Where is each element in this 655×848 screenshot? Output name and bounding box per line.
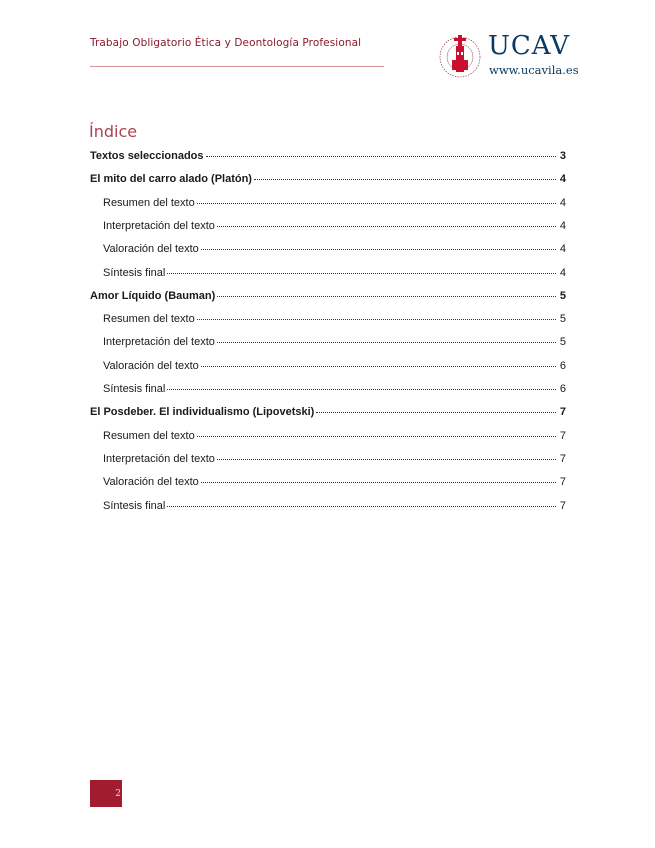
toc-dot-leader (201, 470, 556, 483)
toc-entry-text: Síntesis final (103, 499, 166, 512)
toc-dot-leader (167, 261, 556, 274)
toc-entry-text: Resumen del texto (103, 313, 195, 326)
toc-page-number: 7 (559, 499, 566, 512)
toc-dot-leader (217, 284, 556, 297)
toc-heading-entry[interactable] (90, 146, 566, 160)
toc-entry-text: El Posdeber. El individualismo (Lipovetski) (90, 406, 315, 419)
toc-entry-text: Textos seleccionados (90, 150, 204, 162)
toc-entry-text: Síntesis final (103, 266, 166, 279)
toc-entry-text: Amor Líquido (Bauman) (90, 289, 216, 302)
toc-entry-text: El mito del carro alado (Platón) (90, 173, 252, 186)
logo-name: UCAV (488, 31, 571, 61)
ucav-logo (436, 30, 579, 84)
toc-page-number: 7 (559, 429, 566, 442)
toc-dot-leader (206, 144, 556, 157)
header-divider (90, 66, 384, 67)
toc-page-number: 7 (559, 476, 566, 489)
toc-dot-leader (217, 330, 556, 343)
toc-dot-leader (197, 307, 556, 320)
toc-page-number: 4 (559, 219, 566, 232)
toc-page-number: 7 (559, 406, 566, 419)
toc-heading-entry[interactable] (90, 402, 566, 419)
toc-page-number: 4 (559, 173, 566, 186)
toc-dot-leader (197, 191, 556, 204)
toc-dot-leader (254, 167, 556, 180)
toc-entry-text: Interpretación del texto (103, 219, 215, 232)
toc-subentry[interactable] (103, 426, 566, 440)
toc-subentry[interactable] (103, 449, 566, 463)
toc-subentry[interactable] (103, 496, 566, 510)
toc-dot-leader (217, 214, 556, 227)
logo-url: www.ucavila.es (489, 63, 579, 77)
toc-dot-leader (167, 377, 556, 390)
toc-entry-text: Síntesis final (103, 383, 166, 395)
page-number: 2 (115, 789, 121, 799)
toc-entry-text: Resumen del texto (103, 429, 195, 442)
toc-subentry[interactable] (103, 356, 566, 370)
toc-dot-leader (201, 237, 556, 250)
toc-page-number: 6 (559, 359, 566, 372)
index-title: Índice (89, 122, 138, 141)
toc-entry-text: Valoración del texto (103, 476, 199, 489)
toc-dot-leader (316, 400, 556, 413)
toc-dot-leader (201, 354, 556, 367)
toc-page-number: 7 (559, 452, 566, 465)
toc-subentry[interactable] (103, 263, 566, 277)
toc-subentry[interactable] (103, 193, 566, 207)
toc-subentry[interactable] (103, 216, 566, 230)
toc-page-number: 4 (559, 196, 566, 209)
toc-entry-text: Resumen del texto (103, 196, 195, 209)
toc-dot-leader (167, 494, 556, 507)
toc-heading-entry[interactable] (90, 169, 566, 186)
toc-entry-text: Valoración del texto (103, 243, 199, 256)
toc-page-number: 6 (559, 383, 566, 395)
toc-page-number: 5 (559, 313, 566, 326)
toc-heading-entry[interactable] (90, 286, 566, 300)
toc-page-number: 4 (559, 243, 566, 256)
toc-subentry[interactable] (103, 309, 566, 326)
toc-dot-leader (217, 447, 556, 460)
toc-dot-leader (197, 424, 556, 437)
toc-page-number: 4 (559, 266, 566, 279)
toc-entry-text: Interpretación del texto (103, 452, 215, 465)
toc-page-number: 5 (559, 336, 566, 349)
toc-entry-text: Valoración del texto (103, 359, 199, 372)
toc-subentry[interactable] (103, 239, 566, 256)
toc-page-number: 5 (559, 289, 566, 302)
toc-subentry[interactable] (103, 332, 566, 349)
toc-subentry[interactable] (103, 472, 566, 489)
toc-subentry[interactable] (103, 379, 566, 393)
toc-page-number: 3 (559, 150, 566, 162)
toc-entry-text: Interpretación del texto (103, 336, 215, 349)
header-title: Trabajo Obligatorio Ética y Deontología Profesional (90, 37, 362, 49)
page-number-box (90, 780, 122, 807)
university-seal-icon (436, 30, 484, 84)
